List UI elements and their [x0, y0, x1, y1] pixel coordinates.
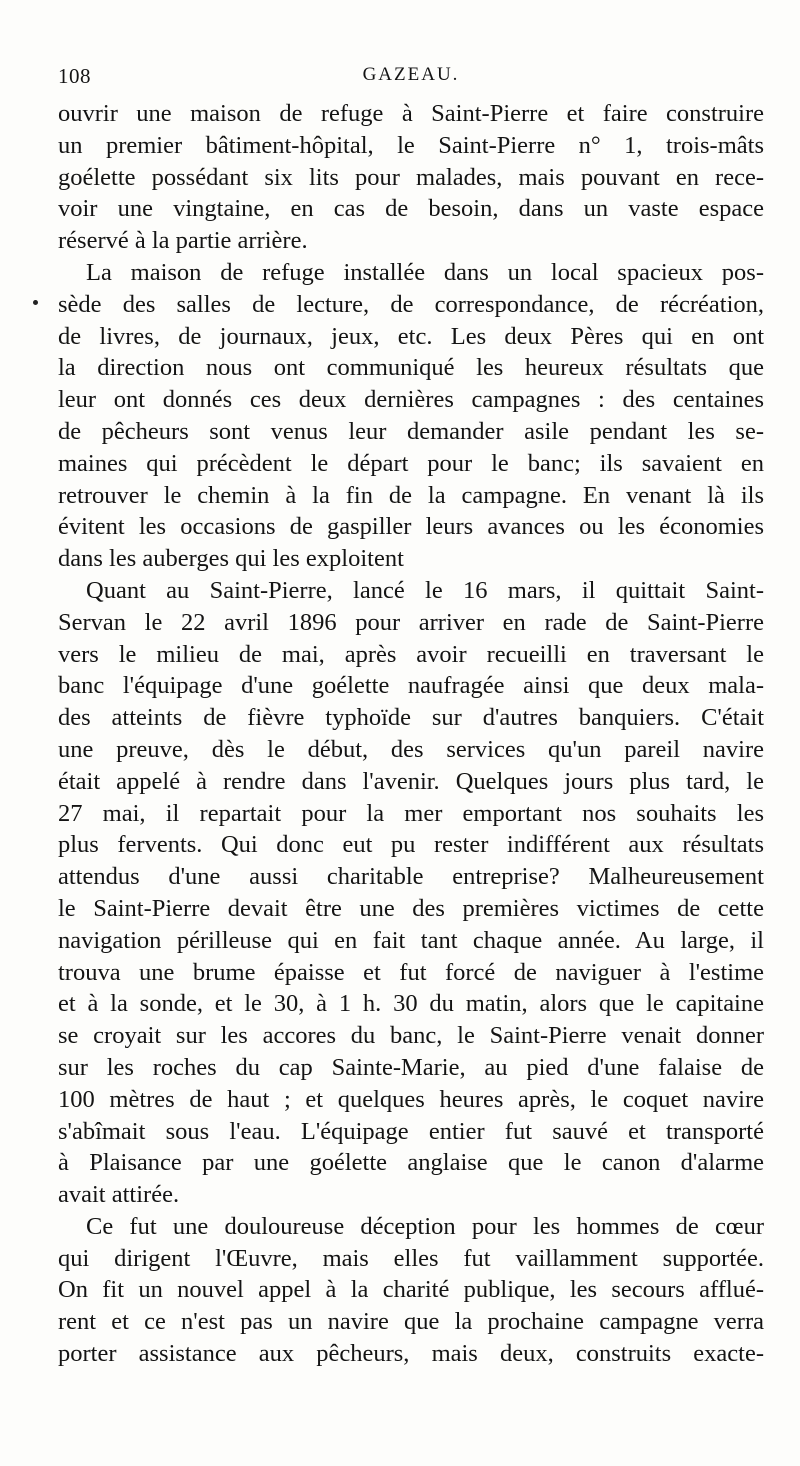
- text-line: s'abîmait sous l'eau. L'équipage entier fut sauvé et transporté: [58, 1117, 764, 1145]
- text-line: de pêcheurs sont venus leur demander asile pendant les se-: [58, 417, 764, 445]
- page-header: [58, 64, 764, 90]
- text-line: le Saint-Pierre devait être une des premières victimes de cette: [58, 894, 764, 922]
- text-line: voir une vingtaine, en cas de besoin, dans un vaste espace: [58, 195, 764, 223]
- text-line: avait attirée.: [58, 1181, 180, 1209]
- text-line: qui dirigent l'Œuvre, mais elles fut vaillamment supportée.: [58, 1244, 764, 1272]
- text-line: porter assistance aux pêcheurs, mais deux, construits exacte-: [58, 1340, 764, 1368]
- body-text: [58, 98, 764, 1370]
- text-line: un premier bâtiment-hôpital, le Saint-Pierre n° 1, trois-mâts: [58, 131, 764, 159]
- text-line: La maison de refuge installée dans un local spacieux pos-: [86, 258, 764, 286]
- text-line: et à la sonde, et le 30, à 1 h. 30 du matin, alors que le capitaine: [58, 990, 764, 1018]
- text-line: évitent les occasions de gaspiller leurs avances ou les économies: [58, 513, 764, 541]
- page-number: 108: [58, 64, 91, 88]
- text-line: plus fervents. Qui donc eut pu rester indifférent aux résultats: [58, 831, 764, 859]
- text-line: se croyait sur les accores du banc, le Saint-Pierre venait donner: [58, 1022, 764, 1050]
- text-line: Ce fut une douloureuse déception pour les hommes de cœur: [86, 1212, 764, 1240]
- text-line: rent et ce n'est pas un navire que la prochaine campagne verra: [58, 1308, 764, 1336]
- text-line: vers le milieu de mai, après avoir recueilli en traversant le: [58, 640, 764, 668]
- text-line: trouva une brume épaisse et fut forcé de naviguer à l'estime: [58, 958, 764, 986]
- text-line: banc l'équipage d'une goélette naufragée ainsi que deux mala-: [58, 672, 764, 700]
- text-line: 27 mai, il repartait pour la mer emportant nos souhaits les: [58, 799, 764, 827]
- text-line: Servan le 22 avril 1896 pour arriver en rade de Saint-Pierre: [58, 608, 764, 636]
- text-line: leur ont donnés ces deux dernières campagnes : des centaines: [58, 386, 764, 414]
- text-line: attendus d'une aussi charitable entreprise? Malheureusement: [58, 863, 764, 891]
- text-line: une preuve, dès le début, des services qu'un pareil navire: [58, 735, 764, 763]
- text-line: à Plaisance par une goélette anglaise que le canon d'alarme: [58, 1149, 764, 1177]
- text-line: dans les auberges qui les exploitent: [58, 545, 404, 573]
- text-line: ouvrir une maison de refuge à Saint-Pierre et faire construire: [58, 100, 764, 127]
- text-line: la direction nous ont communiqué les heureux résultats que: [58, 354, 764, 382]
- text-line: de livres, de journaux, jeux, etc. Les deux Pères qui en ont: [58, 322, 764, 350]
- text-line: 100 mètres de haut ; et quelques heures après, le coquet navire: [58, 1085, 764, 1113]
- text-line: Quant au Saint-Pierre, lancé le 16 mars, il quittait Saint-: [86, 576, 764, 604]
- text-line: maines qui précèdent le départ pour le banc; ils savaient en: [58, 449, 764, 477]
- text-line: sède des salles de lecture, de correspondance, de récréation,: [58, 290, 764, 318]
- text-line: sur les roches du cap Sainte-Marie, au pied d'une falaise de: [58, 1053, 764, 1081]
- text-line: On fit un nouvel appel à la charité publique, les secours afflué-: [58, 1276, 764, 1304]
- margin-dot: [33, 300, 38, 305]
- text-line: navigation périlleuse qui en fait tant chaque année. Au large, il: [58, 926, 764, 954]
- text-line: réservé à la partie arrière.: [58, 227, 308, 255]
- text-line: était appelé à rendre dans l'avenir. Quelques jours plus tard, le: [58, 767, 764, 795]
- text-line: des atteints de fièvre typhoïde sur d'autres banquiers. C'était: [58, 704, 764, 732]
- text-line: retrouver le chemin à la fin de la campagne. En venant là ils: [58, 481, 764, 509]
- text-line: goélette possédant six lits pour malades, mais pouvant en rece-: [58, 163, 764, 191]
- running-head: GAZEAU.: [362, 64, 460, 85]
